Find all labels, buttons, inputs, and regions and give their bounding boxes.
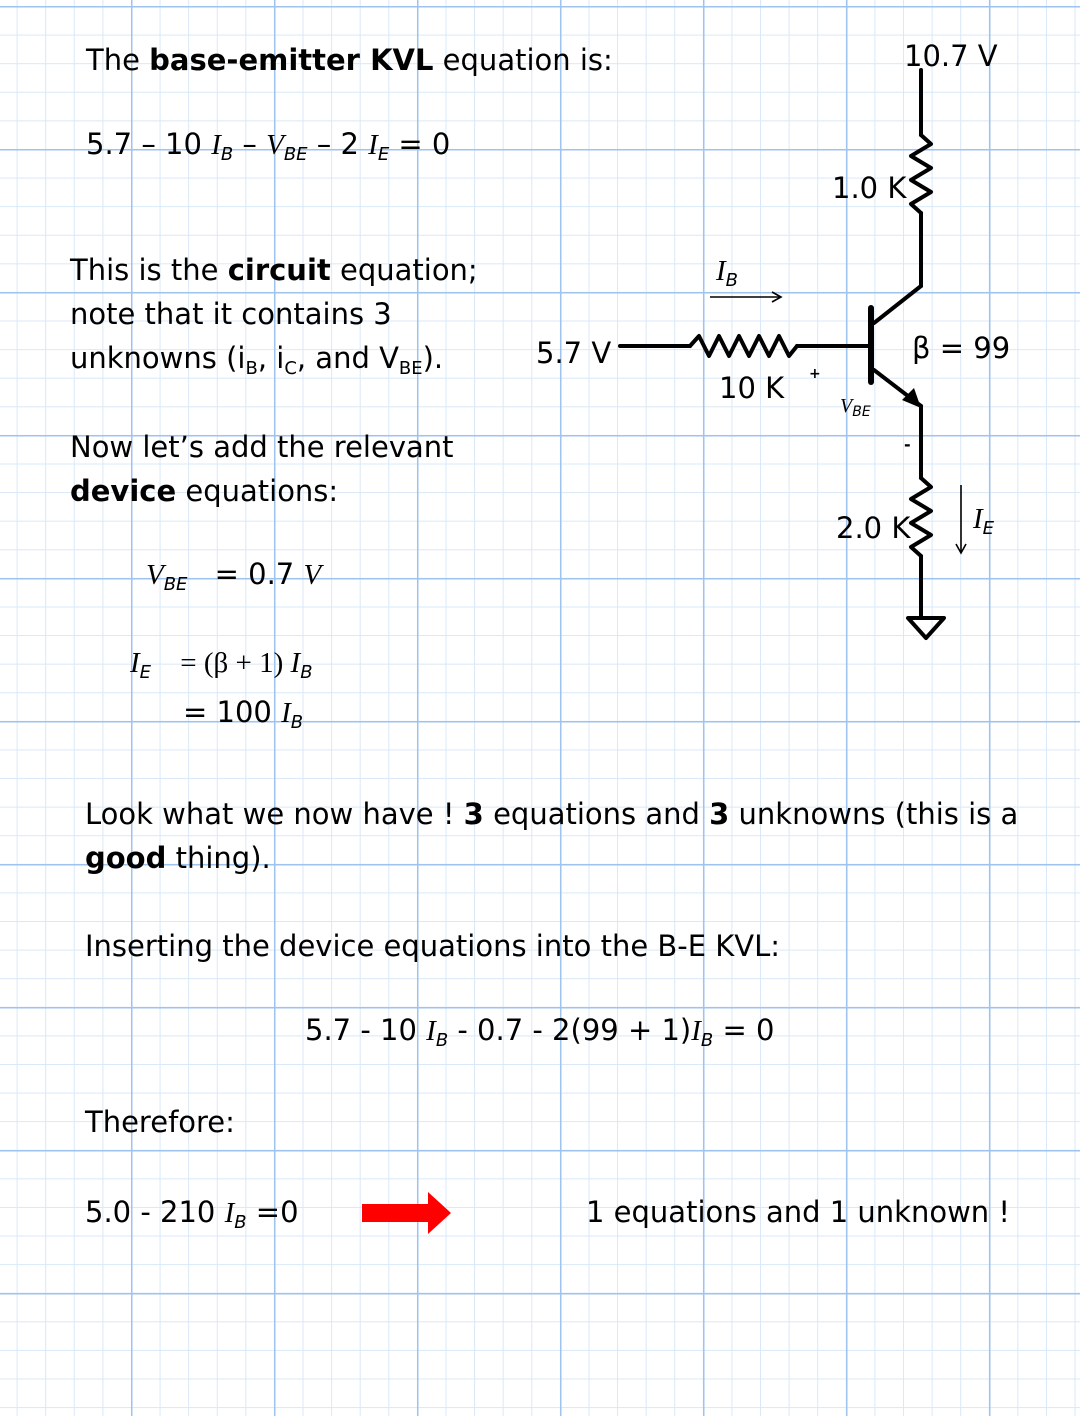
inserting-text: Inserting the device equations into the B-E KVL:	[85, 929, 781, 963]
look-line2	[85, 841, 271, 875]
insert-eq-b: - 0.7 - 2(99 + 1)	[448, 1013, 692, 1047]
final-eq-b: =0	[246, 1195, 299, 1229]
vbe-plus: +	[809, 366, 821, 382]
look-bold: good	[85, 841, 167, 875]
ib-arrow	[710, 292, 781, 302]
kvl-eq-ib-sub: B	[220, 144, 234, 166]
circuit-eq-l3-c: , i	[257, 341, 285, 375]
kvl-eq-vbe: V	[266, 129, 284, 161]
device-intro-bold: device	[70, 474, 177, 508]
rb-label: 10 K	[719, 371, 785, 405]
device-eq1-rhs: = 0.7	[214, 557, 304, 591]
vb-label: 5.7 V	[536, 336, 612, 370]
insert-equation	[305, 1013, 775, 1052]
circuit-eq-l3-b: B	[245, 358, 258, 380]
device-eq1-lhs-sub: BE	[163, 574, 188, 596]
final-eq-ib-sub: B	[234, 1212, 247, 1234]
kvl-eq-vbe-sub: BE	[283, 144, 308, 166]
ground-symbol	[908, 618, 944, 638]
vcc-label: 10.7 V	[904, 39, 998, 73]
device-intro-line1: Now let’s add the relevant	[70, 430, 454, 464]
circuit-eq-l3-g: ).	[422, 341, 444, 375]
final-eq-ib: I	[224, 1197, 235, 1229]
insert-eq-ib2: I	[691, 1015, 701, 1047]
ib-label-sub: B	[725, 270, 739, 291]
rc-label: 1.0 K	[832, 171, 907, 205]
final-eq-a: 5.0 - 210	[85, 1195, 225, 1229]
device-eq3-ib-sub: B	[290, 712, 304, 734]
emitter-arrow-head	[902, 388, 921, 408]
ie-arrow	[956, 485, 966, 553]
look-a: Look what we now have !	[85, 797, 464, 831]
beta-label: β = 99	[912, 331, 1011, 365]
rb-resistor-zigzag	[690, 336, 797, 356]
device-eq3-ib: I	[281, 697, 291, 729]
ie-label-sub: E	[982, 518, 995, 539]
look-post: thing).	[166, 841, 271, 875]
device-eq3-rhs: = 100	[183, 695, 282, 729]
device-eq2-ib-sub: B	[300, 662, 313, 684]
kvl-eq-part-d: = 0	[389, 127, 451, 161]
circuit-eq-l1-bold: circuit	[227, 253, 331, 287]
circuit-eq-l1-post: equation;	[330, 253, 478, 287]
kvl-intro-bold: base-emitter KVL	[149, 43, 434, 77]
look-line1	[85, 797, 1019, 831]
vbe-label	[840, 395, 871, 420]
kvl-eq-part-a: 5.7 – 10	[86, 127, 212, 161]
ib-label-main: I	[716, 255, 726, 287]
re-label: 2.0 K	[836, 511, 911, 545]
look-b3: 3	[463, 797, 484, 831]
ie-label	[972, 503, 995, 539]
circuit-eq-l3-a: unknowns (i	[70, 341, 246, 375]
device-eq2-lhs: I	[130, 647, 140, 679]
circuit-eq-l3-e: , and V	[296, 341, 399, 375]
vbe-minus: -	[904, 435, 911, 454]
insert-eq-ib2-sub: B	[700, 1030, 714, 1052]
device-intro-post: equations:	[176, 474, 339, 508]
kvl-eq-ie-sub: E	[377, 144, 390, 166]
conclusion-text: 1 equations and 1 unknown !	[586, 1195, 1011, 1229]
device-eq1-unit: V	[303, 559, 322, 591]
kvl-eq-ib: I	[211, 129, 221, 161]
kvl-eq-ie: I	[368, 129, 378, 161]
therefore-text: Therefore:	[85, 1105, 235, 1139]
device-eq1-lhs: V	[146, 559, 164, 591]
insert-eq-ib: I	[426, 1015, 436, 1047]
look-d3: 3	[709, 797, 730, 831]
look-c: equations and	[483, 797, 710, 831]
re-resistor-zigzag	[911, 478, 931, 556]
device-eq2-ib: I	[290, 647, 301, 679]
collector-lead	[874, 286, 921, 323]
insert-eq-a: 5.7 - 10	[305, 1013, 427, 1047]
kvl-intro-pre: The	[86, 43, 150, 77]
kvl-eq-part-c: – 2	[307, 127, 369, 161]
insert-eq-ib-sub: B	[435, 1030, 449, 1052]
rc-resistor-zigzag	[911, 135, 931, 213]
ib-label	[715, 255, 738, 291]
red-arrow	[362, 1192, 451, 1234]
look-e: unknowns (this is a	[729, 797, 1019, 831]
circuit-eq-line2: note that it contains 3	[70, 297, 392, 331]
kvl-intro-post: equation is:	[433, 43, 613, 77]
device-eq2-rhs: = (β + 1)	[180, 647, 291, 679]
vbe-label-sub: BE	[852, 404, 871, 420]
final-equation	[85, 1195, 299, 1234]
insert-eq-c: = 0	[713, 1013, 775, 1047]
kvl-eq-part-b: –	[233, 127, 267, 161]
circuit-eq-l3-d: C	[284, 358, 297, 380]
vbe-label-main: V	[840, 395, 853, 417]
device-eq2-lhs-sub: E	[139, 662, 152, 684]
ie-label-main: I	[973, 503, 983, 535]
circuit-eq-l3-f: BE	[398, 358, 423, 380]
circuit-eq-l1-pre: This is the	[70, 253, 228, 287]
